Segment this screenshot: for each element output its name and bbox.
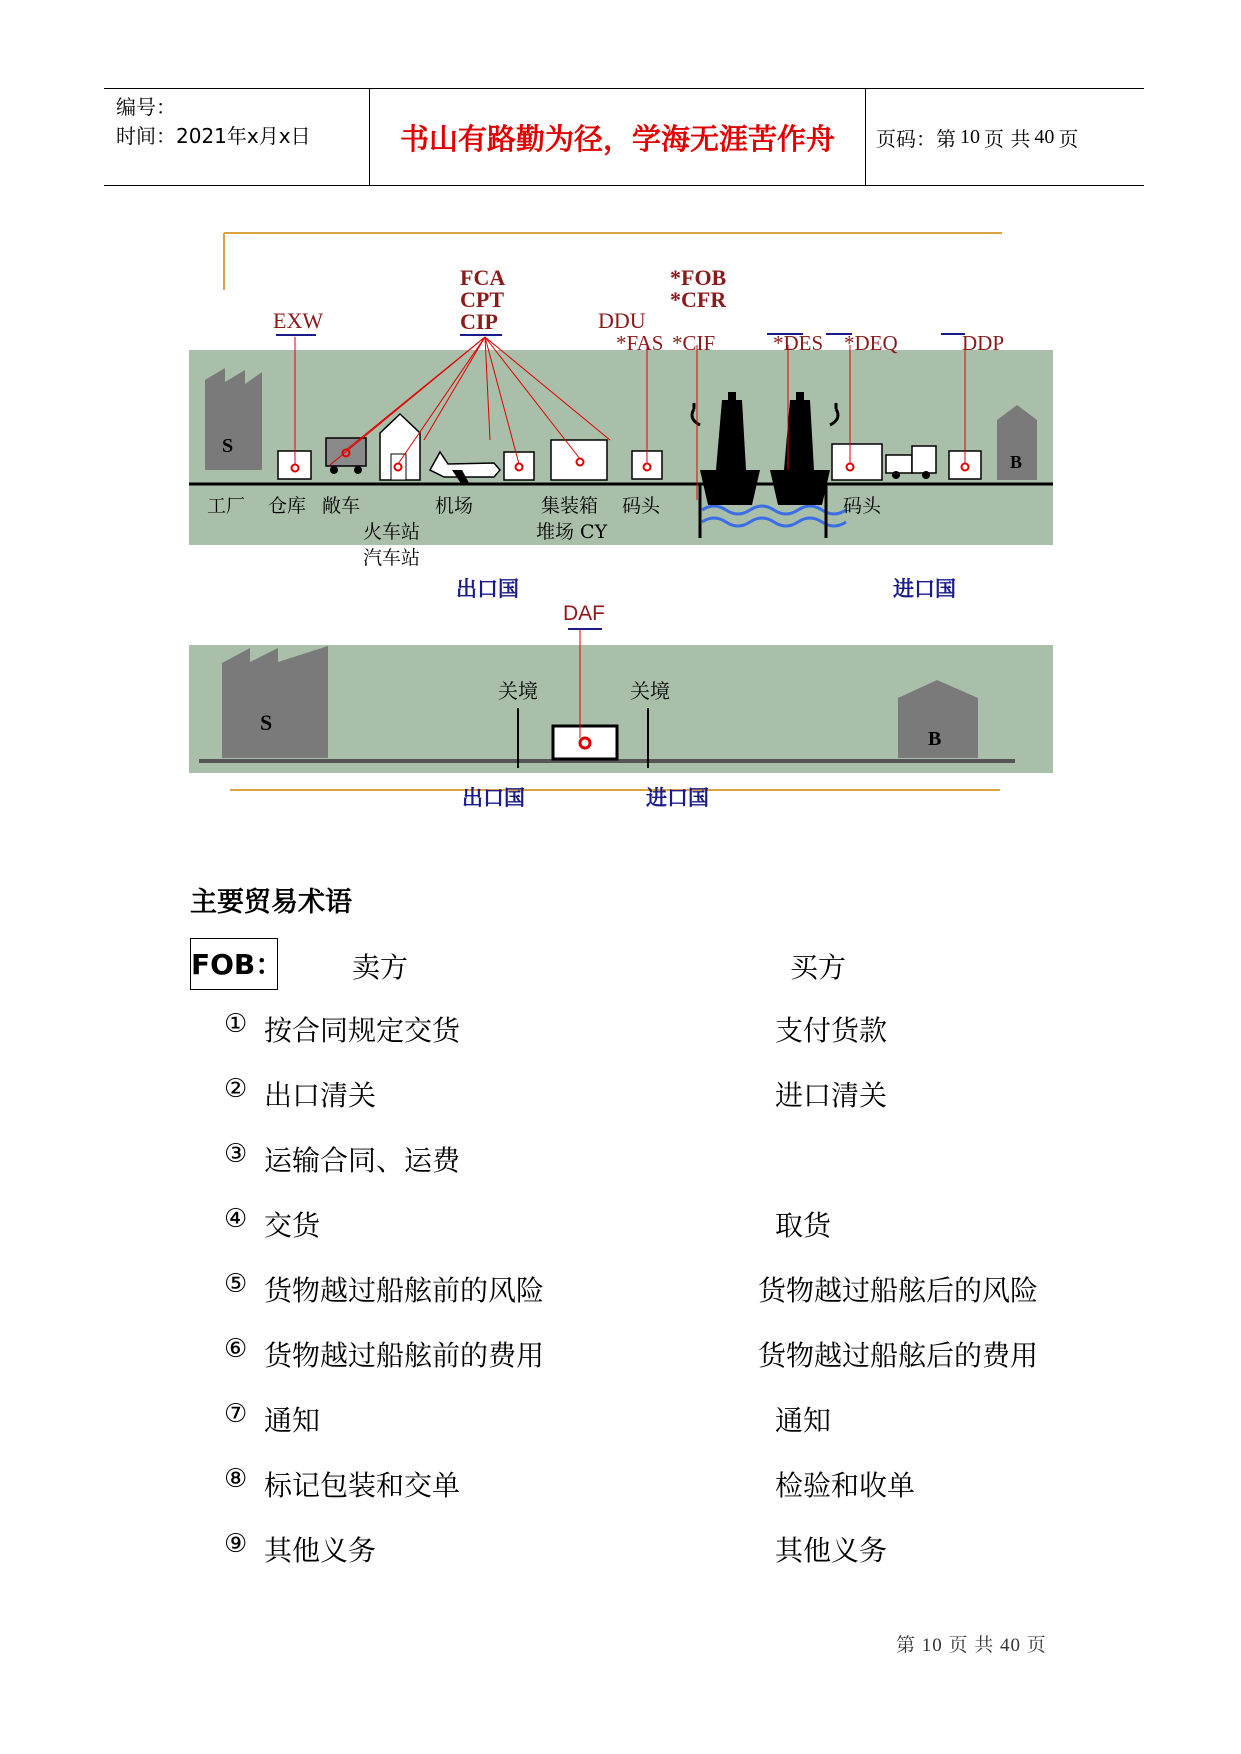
term-cif: *CIF xyxy=(672,331,716,355)
fob-row xyxy=(224,1139,1104,1179)
buyer-obligation: 通知 xyxy=(775,1404,832,1437)
fob-row xyxy=(224,1464,1104,1504)
term-daf: DAF xyxy=(563,602,605,625)
seller-obligation: 其他义务 xyxy=(264,1534,377,1567)
place-airport: 机场 xyxy=(435,495,474,517)
place-wharf-import: 码头 xyxy=(843,495,882,517)
place-factory: 工厂 xyxy=(207,495,246,517)
buyer-obligation: 货物越过船舷后的风险 xyxy=(758,1274,1039,1307)
seller-obligation: 货物越过船舷前的风险 xyxy=(264,1274,545,1307)
term-cfr: *CFR xyxy=(670,287,727,312)
seller-obligation: 通知 xyxy=(264,1404,321,1437)
customs-border-label-2: 关境 xyxy=(630,679,670,703)
import-country-label: 进口国 xyxy=(893,577,956,601)
section-title: 主要贸易术语 xyxy=(190,887,352,918)
seller-obligation: 交货 xyxy=(264,1209,321,1242)
term-cpt: CPT xyxy=(460,287,504,312)
buyer-obligation: 支付货款 xyxy=(775,1014,888,1047)
row-index: ① xyxy=(224,1009,248,1039)
page-code-mid: 页 共 xyxy=(984,126,1031,151)
place-warehouse: 仓库 xyxy=(268,495,307,517)
customs-border-label-1: 关境 xyxy=(498,679,538,703)
airport-box-icon xyxy=(504,452,534,480)
fob-row xyxy=(224,1204,1104,1244)
buyer-obligation: 检验和收单 xyxy=(775,1469,916,1502)
place-container: 集装箱 xyxy=(541,495,599,517)
place-bus-station: 汽车站 xyxy=(363,547,421,569)
seller-obligation: 运输合同、运费 xyxy=(264,1144,461,1177)
row-index: ⑥ xyxy=(224,1334,248,1364)
term-fob: *FOB xyxy=(670,265,727,290)
term-fca: FCA xyxy=(460,265,506,290)
seller-obligation: 按合同规定交货 xyxy=(264,1014,461,1047)
fob-row xyxy=(224,1009,1104,1049)
place-train-station: 火车站 xyxy=(363,521,421,543)
seller-obligation: 货物越过船舷前的费用 xyxy=(264,1339,545,1372)
daf-goods-box-icon xyxy=(553,726,617,759)
serial-label: 编号： xyxy=(116,95,176,119)
wheel-2 xyxy=(354,466,362,474)
row-index: ③ xyxy=(224,1139,248,1169)
time-label: 时间：2021年x月x日 xyxy=(116,124,311,148)
import-country-label-2: 进口国 xyxy=(646,786,709,810)
page-code-suffix: 页 xyxy=(1058,126,1079,151)
term-ddp: DDP xyxy=(962,331,1005,355)
seller-obligation: 出口清关 xyxy=(264,1079,377,1112)
import-wharf-box-icon xyxy=(832,444,882,480)
factory-icon xyxy=(205,368,262,470)
export-country-label: 出口国 xyxy=(456,577,519,601)
row-index: ⑤ xyxy=(224,1269,248,1299)
page-code-current: 10 xyxy=(960,125,980,148)
fob-row xyxy=(224,1074,1104,1114)
seller-mark-text: S xyxy=(222,435,234,457)
lower-seller-mark: S xyxy=(260,710,273,735)
seller-column-head: 卖方 xyxy=(352,951,409,984)
buyer-obligation: 其他义务 xyxy=(775,1534,888,1567)
buyer-mark-text: B xyxy=(1010,452,1023,472)
fob-row xyxy=(224,1269,1104,1309)
place-wharf-export: 码头 xyxy=(622,495,661,517)
term-des: *DES xyxy=(773,331,824,355)
page-footer: 第 10 页 共 40 页 xyxy=(896,1635,1047,1656)
station-door xyxy=(391,454,406,480)
row-index: ② xyxy=(224,1074,248,1104)
incoterms-diagram xyxy=(0,0,1241,820)
buyer-obligation: 取货 xyxy=(775,1209,832,1242)
buyer-obligation: 进口清关 xyxy=(775,1079,888,1112)
header-motto: 书山有路勤为径，学海无涯苦作舟 xyxy=(369,89,866,185)
wheel-1 xyxy=(330,466,338,474)
page-code-total: 40 xyxy=(1034,125,1055,148)
lower-factory-icon xyxy=(222,646,328,758)
fob-row xyxy=(224,1399,1104,1439)
row-index: ⑦ xyxy=(224,1399,248,1429)
fob-row xyxy=(224,1334,1104,1374)
row-index: ④ xyxy=(224,1204,248,1234)
term-fas: *FAS xyxy=(616,331,664,355)
container-icon xyxy=(551,440,607,480)
place-open-car: 敞车 xyxy=(322,495,361,517)
page-code-label: 页码：第 xyxy=(876,126,956,151)
term-cip: CIP xyxy=(460,309,498,334)
term-deq: *DEQ xyxy=(844,331,898,355)
lower-buyer-mark: B xyxy=(928,728,942,750)
place-cy: 堆场 CY xyxy=(536,521,608,543)
term-exw: EXW xyxy=(273,308,324,333)
buyer-column-head: 买方 xyxy=(790,951,847,984)
fob-label-box: FOB： xyxy=(190,938,278,990)
buyer-obligation: 货物越过船舷后的费用 xyxy=(758,1339,1039,1372)
fob-row xyxy=(224,1529,1104,1569)
term-ddu: DDU xyxy=(598,308,646,333)
row-index: ⑨ xyxy=(224,1529,248,1559)
seller-obligation: 标记包装和交单 xyxy=(264,1469,461,1502)
export-country-label-2: 出口国 xyxy=(462,786,525,810)
row-index: ⑧ xyxy=(224,1464,248,1494)
